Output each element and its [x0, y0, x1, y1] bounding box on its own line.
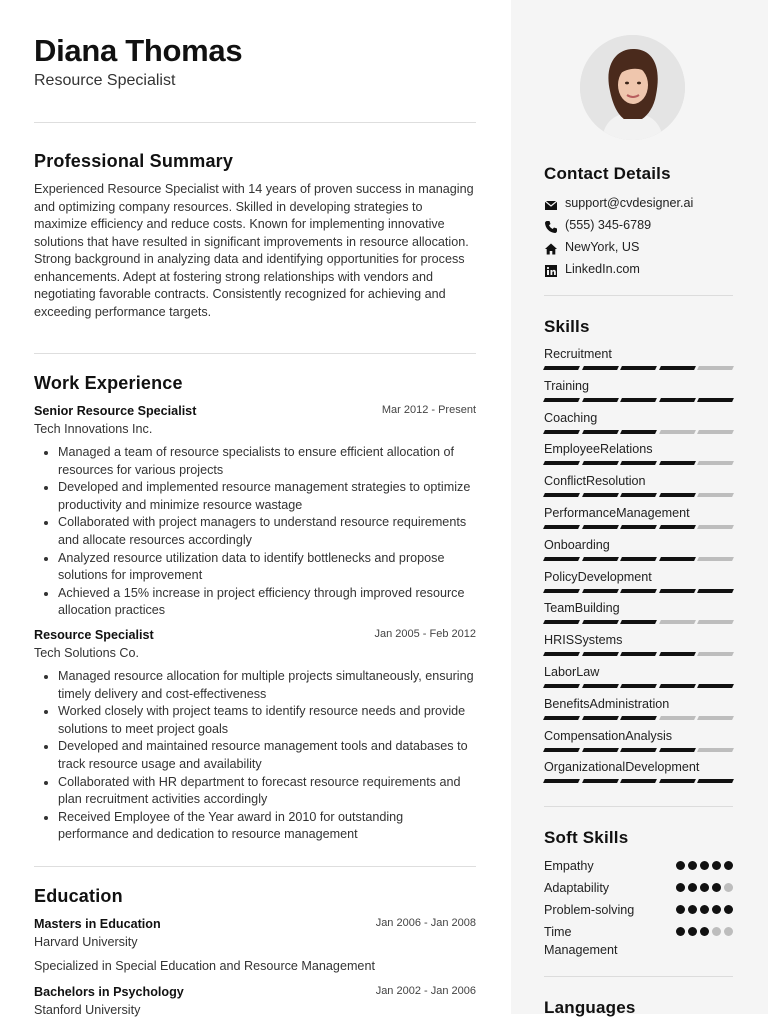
- skill-level-bar: [544, 557, 733, 561]
- skill-level-segment: [697, 716, 733, 720]
- skill-level-segment: [620, 398, 656, 402]
- skill-level-segment: [543, 493, 579, 497]
- skill-level-segment: [543, 589, 579, 593]
- list-item: Developed and maintained resource management tools and databases to track resource usage and availability: [34, 738, 476, 773]
- linkedin-text: LinkedIn.com: [565, 262, 640, 276]
- rating-dot: [724, 883, 733, 892]
- skill-level-segment: [582, 779, 618, 783]
- skill-level-segment: [543, 525, 579, 529]
- skill-level-bar: [544, 716, 733, 720]
- skill-level-bar: [544, 652, 733, 656]
- skill-name: Recruitment: [544, 347, 612, 361]
- skill-level-bar: [544, 779, 733, 783]
- rating-dot: [688, 883, 697, 892]
- skill-level-segment: [543, 779, 579, 783]
- skill-level-segment: [659, 684, 695, 688]
- skill-level-segment: [543, 716, 579, 720]
- skill-level-segment: [582, 748, 618, 752]
- skill-level-segment: [697, 684, 733, 688]
- email-text: support@cvdesigner.ai: [565, 196, 694, 210]
- rating-dot: [688, 927, 697, 936]
- divider: [34, 122, 476, 123]
- skill-level-segment: [582, 525, 618, 529]
- rating-dot: [676, 905, 685, 914]
- skill-level-segment: [620, 430, 656, 434]
- home-icon: [544, 242, 558, 256]
- job-bullets: [34, 444, 476, 620]
- linkedin-icon: [544, 264, 558, 278]
- skill-level-segment: [620, 684, 656, 688]
- divider: [544, 806, 733, 807]
- rating-dot: [712, 927, 721, 936]
- skill-level-segment: [543, 398, 579, 402]
- skill-level-bar: [544, 430, 733, 434]
- skill-item: [544, 379, 733, 407]
- rating-dot: [724, 927, 733, 936]
- skill-item: [544, 411, 733, 439]
- list-item: Collaborated with HR department to forecast resource requirements and plan recruitment activities accordingly: [34, 774, 476, 809]
- skill-level-segment: [659, 716, 695, 720]
- skill-level-segment: [582, 620, 618, 624]
- skill-level-segment: [620, 716, 656, 720]
- rating-dot: [724, 861, 733, 870]
- list-item: Managed a team of resource specialists to ensure efficient allocation of resources for various projects: [34, 444, 476, 479]
- skill-level-segment: [582, 684, 618, 688]
- skill-level-segment: [659, 620, 695, 624]
- profile-photo: [580, 35, 685, 140]
- skill-level-bar: [544, 525, 733, 529]
- skill-level-segment: [620, 589, 656, 593]
- skill-level-segment: [659, 430, 695, 434]
- soft-skill-name: Empathy: [544, 859, 594, 873]
- job-dates: Jan 2005 - Feb 2012: [374, 628, 476, 640]
- list-item: Analyzed resource utilization data to identify bottlenecks and propose solutions for improvement: [34, 550, 476, 585]
- skill-level-segment: [697, 461, 733, 465]
- job-title: Senior Resource Specialist: [34, 404, 197, 418]
- skill-level-segment: [620, 620, 656, 624]
- skill-item: [544, 633, 733, 661]
- skill-level-segment: [659, 366, 695, 370]
- soft-skill-name: Time Management: [544, 925, 618, 957]
- skill-level-segment: [543, 652, 579, 656]
- skill-level-segment: [697, 779, 733, 783]
- skill-name: PerformanceManagement: [544, 506, 690, 520]
- skill-level-segment: [582, 557, 618, 561]
- rating-dot: [700, 927, 709, 936]
- skills-heading: Skills: [544, 317, 590, 336]
- skill-level-segment: [659, 461, 695, 465]
- rating-dot: [700, 883, 709, 892]
- skill-level-segment: [582, 716, 618, 720]
- skill-level-segment: [697, 430, 733, 434]
- skill-level-segment: [582, 430, 618, 434]
- rating-dot: [676, 883, 685, 892]
- skill-name: Coaching: [544, 410, 598, 425]
- list-item: Received Employee of the Year award in 2010 for outstanding performance and dedication to resource management: [34, 809, 476, 844]
- list-item: Achieved a 15% increase in project efficiency through improved resource allocation practices: [34, 585, 476, 620]
- skill-level-segment: [582, 493, 618, 497]
- education-heading: Education: [34, 886, 123, 906]
- school: Stanford University: [34, 1003, 141, 1017]
- soft-skills-heading: Soft Skills: [544, 828, 629, 847]
- list-item: Developed and implemented resource management strategies to optimize productivity and minimize resource wastage: [34, 479, 476, 514]
- candidate-name: Diana Thomas: [34, 33, 243, 68]
- skill-item: [544, 697, 733, 725]
- skill-level-segment: [697, 366, 733, 370]
- rating-dot: [688, 905, 697, 914]
- rating-dot: [688, 861, 697, 870]
- phone-text: (555) 345-6789: [565, 218, 652, 232]
- skill-level-bar: [544, 493, 733, 497]
- skill-item: [544, 506, 733, 534]
- phone-icon: [544, 220, 558, 234]
- rating-dot: [676, 861, 685, 870]
- skill-item: [544, 729, 733, 757]
- skill-level-segment: [697, 620, 733, 624]
- divider: [544, 295, 733, 296]
- divider: [544, 976, 733, 977]
- skill-level-segment: [543, 620, 579, 624]
- degree: Masters in Education: [34, 917, 161, 931]
- skill-level-segment: [659, 748, 695, 752]
- skill-level-bar: [544, 398, 733, 402]
- skill-level-segment: [620, 493, 656, 497]
- skill-level-bar: [544, 461, 733, 465]
- education-dates: Jan 2002 - Jan 2006: [375, 985, 476, 997]
- skill-item: [544, 442, 733, 470]
- list-item: Collaborated with project managers to understand resource requirements and allocate resources accordingly: [34, 514, 476, 549]
- experience-heading: Work Experience: [34, 373, 183, 393]
- skill-item: [544, 474, 733, 502]
- skill-level-segment: [582, 366, 618, 370]
- skill-name: BenefitsAdministration: [544, 696, 670, 711]
- skill-level-segment: [697, 652, 733, 656]
- skill-level-segment: [582, 652, 618, 656]
- education-dates: Jan 2006 - Jan 2008: [375, 917, 476, 929]
- skill-level-bar: [544, 589, 733, 593]
- skill-level-segment: [620, 366, 656, 370]
- skill-item: [544, 665, 733, 693]
- skill-level-segment: [697, 398, 733, 402]
- skill-item: [544, 538, 733, 566]
- job-company: Tech Solutions Co.: [34, 646, 140, 660]
- sidebar: [511, 0, 768, 1017]
- skill-name: Onboarding: [544, 537, 610, 552]
- location-text: NewYork, US: [565, 240, 640, 254]
- divider: [34, 866, 476, 867]
- skill-level-segment: [697, 748, 733, 752]
- rating-dot: [712, 883, 721, 892]
- list-item: Managed resource allocation for multiple projects simultaneously, ensuring timely delivery and cost-effectiveness: [34, 668, 476, 703]
- skill-level-bar: [544, 684, 733, 688]
- rating-dot: [712, 861, 721, 870]
- skill-level-segment: [659, 398, 695, 402]
- job-dates: Mar 2012 - Present: [381, 404, 476, 416]
- skill-level-segment: [582, 589, 618, 593]
- skill-name: LaborLaw: [544, 665, 600, 679]
- skill-name: HRISSystems: [544, 633, 623, 648]
- skill-level-segment: [659, 525, 695, 529]
- soft-skill-name: Adaptability: [544, 881, 610, 895]
- list-item: Worked closely with project teams to identify resource needs and provide solutions to meet project goals: [34, 703, 476, 738]
- skill-name: ConflictResolution: [544, 474, 646, 489]
- skill-name: PolicyDevelopment: [544, 569, 652, 584]
- divider: [34, 353, 476, 354]
- skill-level-segment: [620, 525, 656, 529]
- summary-text: Experienced Resource Specialist with 14 years of proven success in managing and optimizing company resources. Skilled in developing strategies to maximize efficiency and reduce costs. Known for implementing innovative solutions that have resulted in significant improvements in resource allocation. Strong background in analyzing data and identifying opportunities for process enhancements. Adept at fostering strong relationships with vendors and negotiating favorable contracts. Consistently recognized for achieving and exceeding performance targets.: [34, 182, 474, 319]
- skill-item: [544, 760, 733, 788]
- skill-level-segment: [582, 398, 618, 402]
- soft-skill-rating: [676, 883, 733, 892]
- skill-level-segment: [543, 684, 579, 688]
- skill-level-segment: [697, 557, 733, 561]
- skill-level-segment: [659, 589, 695, 593]
- rating-dot: [724, 905, 733, 914]
- skill-level-segment: [543, 557, 579, 561]
- skill-level-bar: [544, 620, 733, 624]
- job-bullets: [34, 668, 476, 844]
- languages-heading: Languages: [544, 998, 636, 1017]
- job-title: Resource Specialist: [34, 628, 154, 642]
- skill-level-segment: [620, 557, 656, 561]
- soft-skill-rating: [676, 905, 733, 914]
- degree: Bachelors in Psychology: [34, 985, 184, 999]
- skill-level-segment: [543, 748, 579, 752]
- skill-level-segment: [697, 493, 733, 497]
- soft-skill-name: Problem-solving: [544, 903, 635, 917]
- skill-level-segment: [620, 748, 656, 752]
- skill-name: CompensationAnalysis: [544, 728, 673, 743]
- skill-level-segment: [582, 461, 618, 465]
- skill-level-segment: [697, 525, 733, 529]
- skill-level-segment: [620, 461, 656, 465]
- skill-level-segment: [659, 652, 695, 656]
- education-description: Specialized in Special Education and Resource Management: [34, 959, 375, 973]
- skill-level-segment: [543, 366, 579, 370]
- soft-skill-rating: [676, 861, 733, 870]
- job-company: Tech Innovations Inc.: [34, 422, 153, 436]
- envelope-icon: [544, 198, 558, 212]
- school: Harvard University: [34, 935, 138, 949]
- skill-name: OrganizationalDevelopment: [544, 760, 700, 775]
- skill-level-bar: [544, 366, 733, 370]
- skill-level-segment: [543, 461, 579, 465]
- rating-dot: [712, 905, 721, 914]
- skill-level-bar: [544, 748, 733, 752]
- skill-item: [544, 601, 733, 629]
- skill-item: [544, 347, 733, 375]
- skill-name: EmployeeRelations: [544, 442, 653, 457]
- rating-dot: [700, 905, 709, 914]
- soft-skill-rating: [676, 927, 733, 936]
- contact-heading: Contact Details: [544, 164, 671, 183]
- skill-level-segment: [697, 589, 733, 593]
- skill-level-segment: [620, 652, 656, 656]
- skill-level-segment: [659, 493, 695, 497]
- skill-name: Training: [544, 378, 590, 393]
- skill-level-segment: [659, 779, 695, 783]
- skill-item: [544, 570, 733, 598]
- summary-heading: Professional Summary: [34, 151, 234, 171]
- rating-dot: [700, 861, 709, 870]
- skill-level-segment: [620, 779, 656, 783]
- skill-level-segment: [659, 557, 695, 561]
- skill-level-segment: [543, 430, 579, 434]
- skill-name: TeamBuilding: [544, 601, 620, 616]
- rating-dot: [676, 927, 685, 936]
- candidate-title: Resource Specialist: [34, 72, 176, 89]
